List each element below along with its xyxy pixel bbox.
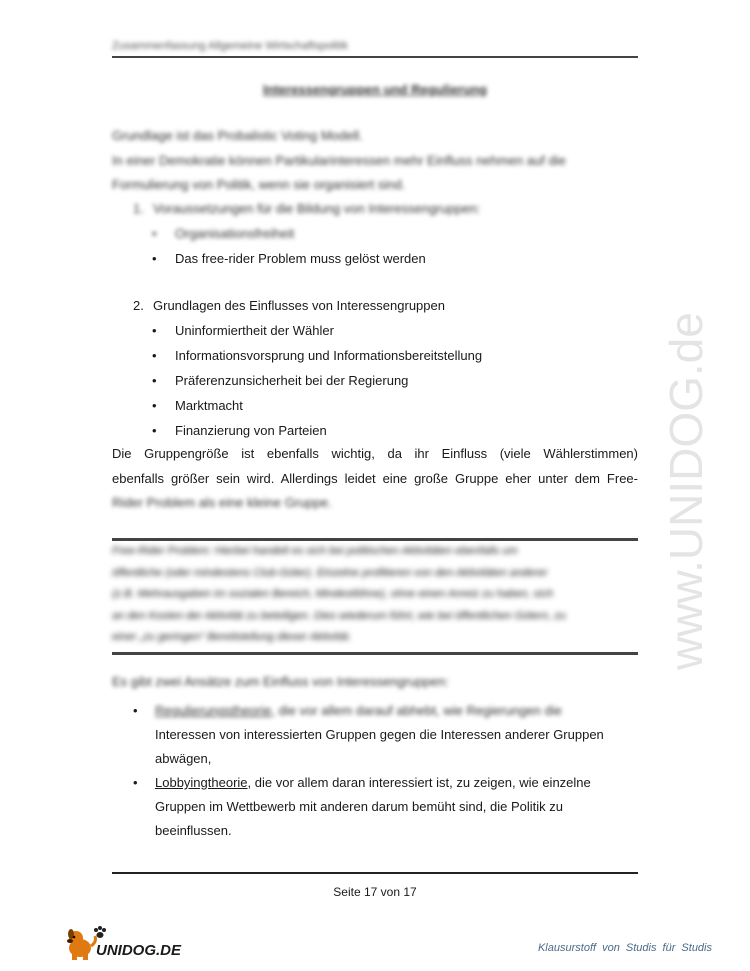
approach-line: Lobbyingtheorie, die vor allem daran interessiert ist, zu zeigen, wie einzelne [155, 775, 591, 790]
approaches-intro: Es gibt zwei Ansätze zum Einfluss von Interessengruppen: [112, 674, 449, 689]
logo-text: UNIDOG.DE [96, 942, 182, 959]
numbered-item-1 [133, 201, 480, 216]
intro-line: In einer Demokratie können Partikularinteressen mehr Einfluss nehmen auf die [112, 152, 566, 168]
bullet-item: • Marktmacht [152, 394, 243, 419]
box-line: einer „zu geringen“ Bereitstellung dieser Aktivität. [112, 631, 352, 643]
bullet-icon: • [133, 775, 138, 790]
footer-rule [112, 872, 638, 874]
bullet-icon: • [152, 373, 157, 388]
box-line: Free-Rider Problem: Hierbei handelt es sich bei politischen Aktivitäten ebenfalls um [112, 545, 518, 557]
page-number: Seite 17 von 17 [333, 885, 417, 899]
intro-line: Grundlage ist das Probalistic Voting Modell. [112, 128, 363, 143]
numbered-item-2 [133, 298, 445, 313]
running-header: Zusammenfassung Allgemeine Wirtschaftspolitik [112, 40, 348, 52]
bullet-icon: • [133, 703, 138, 718]
approach-line: Gruppen im Wettbewerb mit anderen darum bemüht sind, die Politik zu [155, 799, 564, 814]
approach-item-regulation [133, 699, 638, 771]
paragraph-line: Rider Problem als eine kleine Gruppe. [112, 495, 332, 510]
bullet-icon: • [152, 323, 157, 338]
bullet-item: • Präferenzunsicherheit bei der Regierung [152, 369, 408, 394]
intro-line: Formulierung von Politik, wenn sie organisiert sind. [112, 177, 406, 192]
unidog-logo [64, 924, 204, 964]
box-line: (z.B. Mehrausgaben im sozialen Bereich, Mindestlöhne), ohne einen Anreiz zu haben, sich [112, 588, 554, 600]
approach-line: Regulierungstheorie, die vor allem darauf abhebt, wie Regierungen die [155, 703, 562, 718]
bullet-icon: • [152, 226, 157, 241]
group-size-paragraph [112, 442, 638, 516]
bullet-icon: • [152, 348, 157, 363]
approach-line: beeinflussen. [155, 823, 232, 838]
item-label: Grundlagen des Einflusses von Interessengruppen [153, 298, 445, 313]
paragraph-line: ebenfalls größer sein wird. Allerdings leidet eine große Gruppe eher unter dem Free- [112, 470, 638, 486]
tagline: Klausurstoff von Studis für Studis [537, 942, 712, 954]
bullet-item: • Uninformiertheit der Wähler [152, 319, 334, 344]
watermark-text: www.UNIDOG.de [660, 312, 712, 670]
approach-item-lobbying [133, 771, 638, 843]
dog-icon [67, 929, 96, 960]
item-number: 2. [133, 298, 144, 313]
bullet-icon: • [152, 251, 157, 266]
term-regulierungstheorie: Regulierungstheorie [155, 703, 272, 718]
box-line: an den Kosten der Aktivität zu beteiligen. Dies wiederum führt, wie bei öffentlichen Gütern, zu [112, 609, 566, 622]
page-title: Interessengruppen und Regulierung [263, 82, 487, 97]
term-lobbyingtheorie: Lobbyingtheorie [155, 775, 248, 790]
item-number: 1. [133, 201, 144, 216]
approach-line: Interessen von interessierten Gruppen gegen die Interessen anderer Gruppen [155, 727, 604, 742]
header-rule [112, 56, 638, 58]
watermark [640, 260, 730, 680]
bullet-icon: • [152, 423, 157, 438]
paragraph-line: Die Gruppengröße ist ebenfalls wichtig, da ihr Einfluss (viele Wählerstimmen) [112, 446, 638, 461]
bullet-item: • Das free-rider Problem muss gelöst werden [152, 247, 426, 272]
item-label: Voraussetzungen für die Bildung von Interessengruppen: [153, 201, 481, 216]
free-rider-box [112, 541, 638, 649]
intro-paragraph [112, 124, 638, 198]
box-bottom-rule [112, 652, 638, 655]
bullet-icon: • [152, 398, 157, 413]
bullet-item: • Finanzierung von Parteien [152, 419, 327, 444]
box-line: öffentliche (oder mindestens Club-Güter). Einzelne profitieren von den Aktivitäten anderer [112, 566, 548, 579]
bullet-item: • Organisationsfreiheit [152, 222, 294, 247]
approach-line: abwägen, [155, 751, 212, 766]
bullet-item: • Informationsvorsprung und Informationsbereitstellung [152, 344, 482, 369]
